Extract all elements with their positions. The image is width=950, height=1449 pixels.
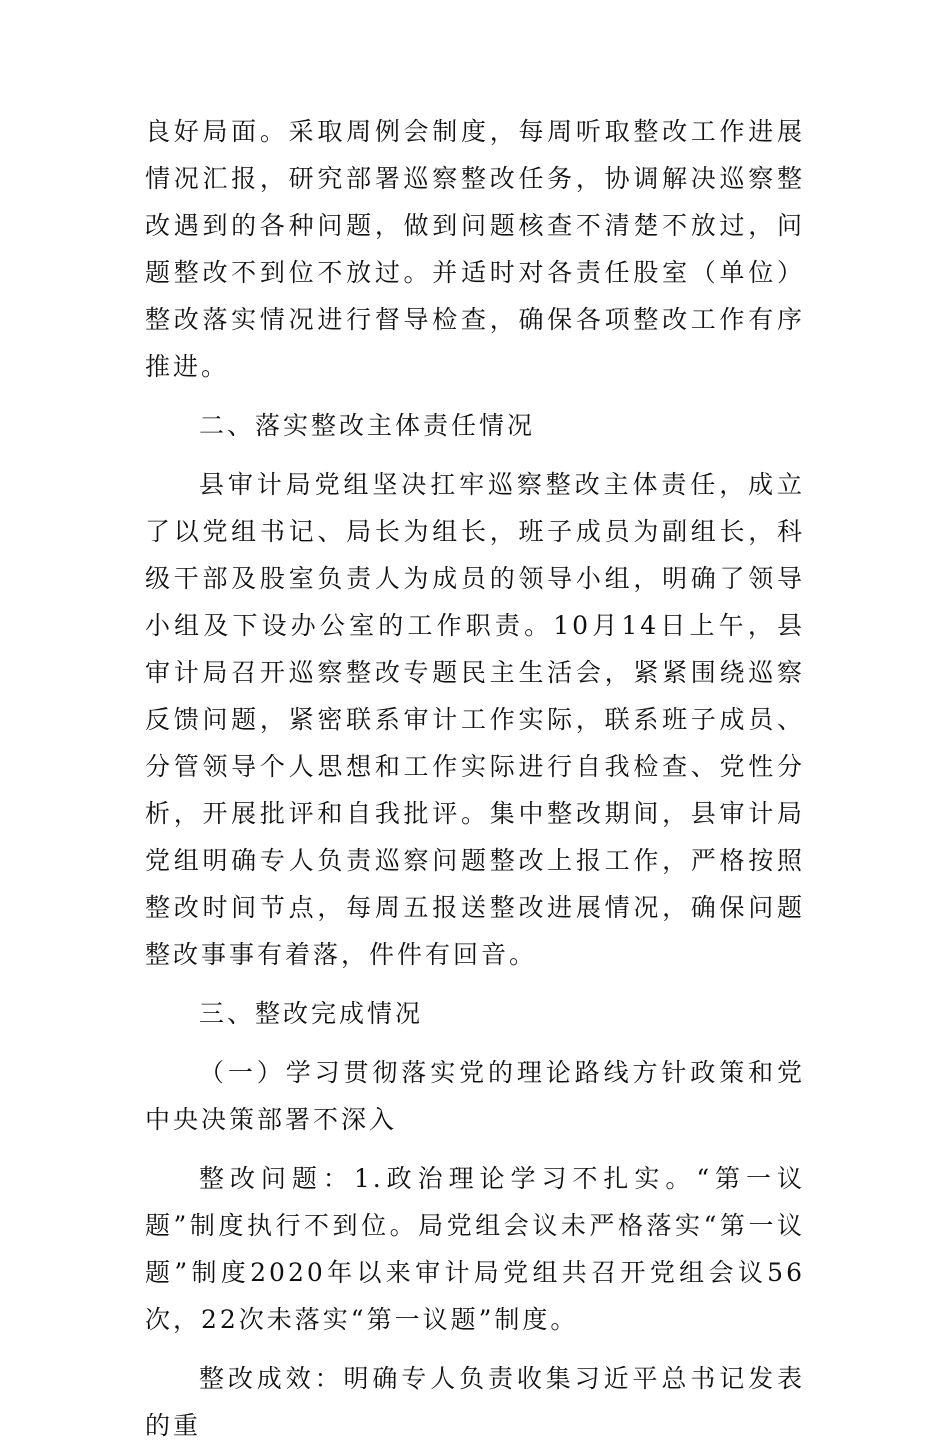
document-page [145, 108, 805, 1449]
subsection-heading-1: （一）学习贯彻落实党的理论路线方针政策和党中央决策部署不深入 [145, 1058, 805, 1134]
paragraph-continuation: 良好局面。采取周例会制度，每周听取整改工作进展情况汇报，研究部署巡察整改任务，协调解决巡察整改遇到的各种问题，做到问题核查不清楚不放过，问题整改不到位不放过。并适时对各责任股室（单位）整改落实情况进行督导检查，确保各项整改工作有序推进。 [145, 117, 805, 381]
paragraph-rectification-issue: 整改问题：1.政治理论学习不扎实。“第一议题”制度执行不到位。局党组会议未严格落实“第一议题”制度2020年以来审计局党组共召开党组会议56次，22次未落实“第一议题”制度。 [145, 1164, 805, 1334]
paragraph-responsibility: 县审计局党组坚决扛牢巡察整改主体责任，成立了以党组书记、局长为组长，班子成员为副组长，科级干部及股室负责人为成员的领导小组，明确了领导小组及下设办公室的工作职责。10月14日上午，县审计局召开巡察整改专题民主生活会，紧紧围绕巡察反馈问题，紧密联系审计工作实际，联系班子成员、分管领导个人思想和工作实际进行自我检查、党性分析，开展批评和自我批评。集中整改期间，县审计局党组明确专人负责巡察问题整改上报工作，严格按照整改时间节点，每周五报送整改进展情况，确保问题整改事事有着落，件件有回音。 [145, 470, 805, 969]
section-heading-2: 二、落实整改主体责任情况 [199, 411, 536, 440]
paragraph-rectification-result: 整改成效：明确专人负责收集习近平总书记发表的重 [145, 1364, 805, 1440]
section-heading-3: 三、整改完成情况 [199, 999, 424, 1028]
